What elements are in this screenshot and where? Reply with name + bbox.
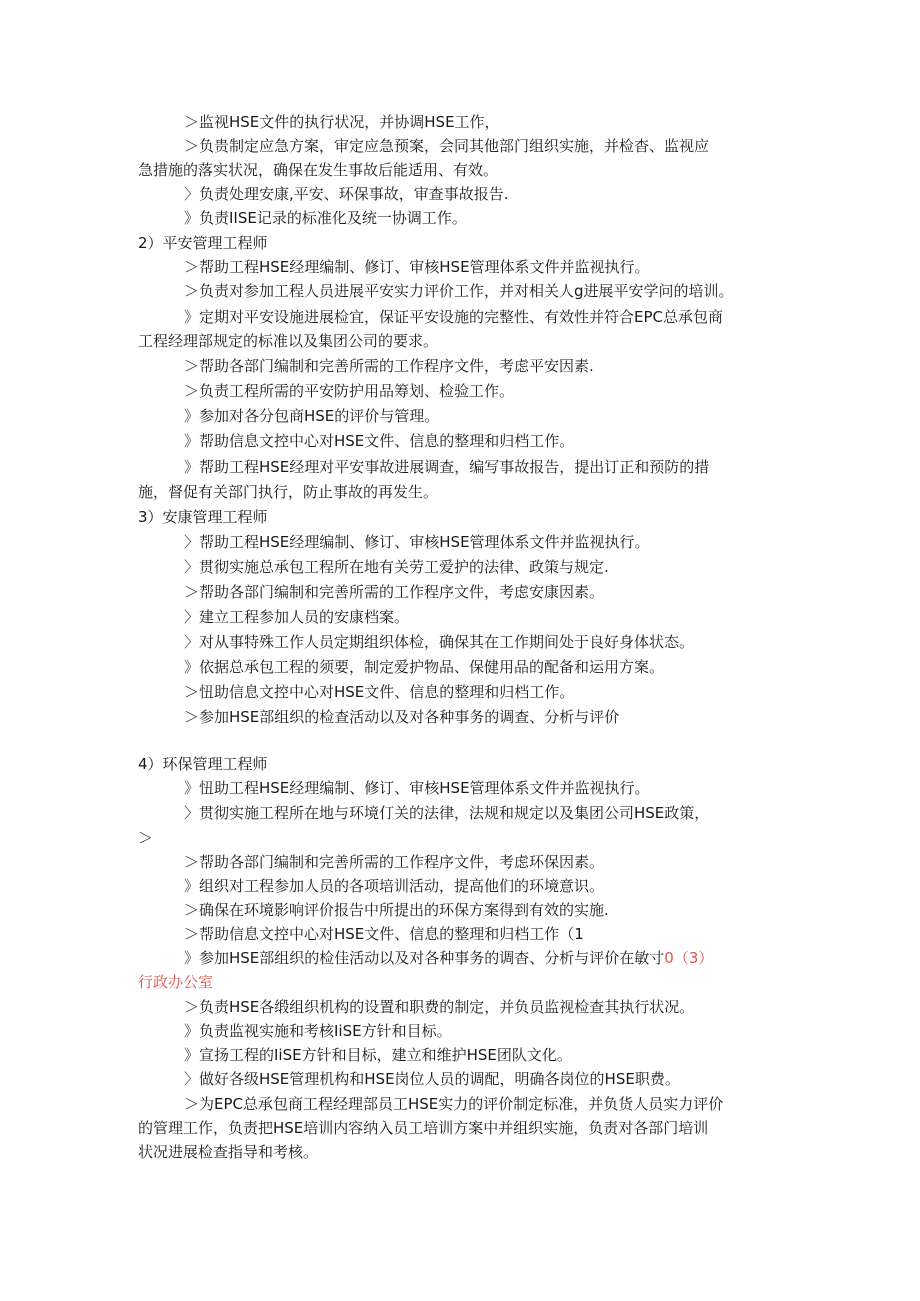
duty-line: ＞帮助工程HSE经理编制、修订、审核HSE管理体系文件并监视执行。: [184, 258, 650, 276]
duty-line: 》帮助信息文控中心对HSE文件、信息的整理和归档工作。: [184, 432, 575, 450]
duty-line: ＞为EPC总承包商工程经理部员工HSE实力的评价制定标准，并负货人员实力评价: [184, 1095, 724, 1113]
duty-line: 〉贯彻实施总承包工程所在地有关劳工爱护的法律、政策与规定.: [184, 558, 609, 576]
section-heading-environment-engineer: 4）环保管理工程师: [138, 755, 268, 773]
duty-line: 》定期对平安设施进展检宜，保证平安设施的完整性、有效性并符合EPC总承包商: [184, 308, 724, 326]
duty-line: 》组织对工程参加人员的各项培训活动，提高他们的环境意识。: [184, 877, 605, 895]
duty-line: ＞帮助各部门编制和完善所需的工作程序文件，考虑安康因素。: [184, 583, 605, 601]
duty-line: 〉贯彻实施工程所在地与环境仃关的法律，法规和规定以及集团公司HSE政策，: [184, 804, 710, 822]
duty-line: 》忸助工程HSE经理编制、修订、审核HSE管理体系文件并监视执行。: [184, 779, 650, 797]
duty-line: ＞参加HSE部组织的检查活动以及对各种事务的调查、分析与评价: [184, 708, 620, 726]
duty-line: 》依据总承包工程的须要，制定爱护物品、保健用品的配备和运用方案。: [184, 658, 665, 676]
duty-text: 》参加HSE部组织的检佳活动以及对各种事务的调杳、分析与评价在敏寸: [184, 949, 665, 967]
duty-line: 〉做好各级HSE管理机构和HSE岗位人员的调配，明确各岗位的HSE职费。: [184, 1070, 680, 1088]
duty-line-continued: 急措施的落实状况，确保在发生事故后能适用、有效。: [138, 161, 499, 179]
duty-line-continued: 工程经理部规定的标准以及集团公司的要求。: [138, 332, 439, 350]
duty-line-continued: ＞: [138, 829, 154, 847]
section-number-admin: 0（3）: [664, 949, 714, 967]
duty-line: 〉对从事特殊工作人员定期组织体检，确保其在工作期间处于良好身体状态。: [184, 633, 695, 651]
duty-line: 〉负责处理安康,平安、环保事故，审查事故报告.: [184, 185, 509, 203]
duty-line: 》负责监视实施和考核IiSE方针和目标。: [184, 1022, 452, 1040]
duty-line: 〉建立工程参加人员的安康档案。: [184, 608, 410, 626]
duty-line: 》宣扬工程的IiSE方针和目标，建立和维护HSE团队文化。: [184, 1046, 572, 1064]
duty-line: [184, 947, 713, 969]
duty-line: 》参加对各分包商HSE的评价与管理。: [184, 407, 440, 425]
section-heading-safety-engineer: 2）平安管理工程师: [138, 234, 268, 252]
duty-line: ＞负责HSE各缎组织机构的设置和职费的制定，并负员监视检查其执行状况。: [184, 998, 695, 1016]
duty-line: ＞帮助信息文控中心对HSE文件、信息的整理和归档工作（1: [184, 925, 584, 943]
section-heading-health-engineer: 3）安康管理工程师: [138, 508, 268, 526]
duty-line: ＞负责工程所需的平安防护用品筹划、检验工作。: [184, 382, 515, 400]
duty-line-continued: 状况进展检查指导和考核。: [138, 1143, 319, 1161]
duty-line: ＞帮助各部门编制和完善所需的工作程序文件，考虑平安因素.: [184, 357, 594, 375]
duty-line: 》负责IISE记录的标准化及统一协调工作。: [184, 209, 467, 227]
section-heading-admin-office: 行政办公室: [138, 973, 214, 991]
duty-line: 》帮助工程HSE经理对平安事故进展调查，编写事故报告，提出订正和预防的措: [184, 458, 710, 476]
duty-line: ＞忸助信息文控中心对HSE文件、信息的整理和归档工作。: [184, 683, 575, 701]
duty-line: ＞负责对参加工程人员进展平安实力评价工作，并对相关人g进展平安学问的培训。: [184, 282, 734, 300]
duty-line-continued: 的管理工作，负责把HSE培训内容纳入员工培训方案中并组织实施，负责对各部门培训: [138, 1119, 709, 1137]
duty-line: ＞负贵制定应急方案，审定应急预案，会同其他部门组织实施，并检杳、监视应: [184, 137, 710, 155]
duty-line: ＞帮助各部门编制和完善所需的工作程序文件，考虑环保因素。: [184, 853, 605, 871]
duty-line: 〉帮助工程HSE经理编制、修订、审核HSE管理体系文件并监视执行。: [184, 533, 650, 551]
duty-line: ＞监视HSE文件的执行状况，并协调HSE工作，: [184, 113, 500, 131]
duty-line-continued: 施，督促有关部门执行，防止事故的再发生。: [138, 483, 439, 501]
duty-line: ＞确保在环境影响评价报告中所提出的环保方案得到有效的实施.: [184, 901, 609, 919]
